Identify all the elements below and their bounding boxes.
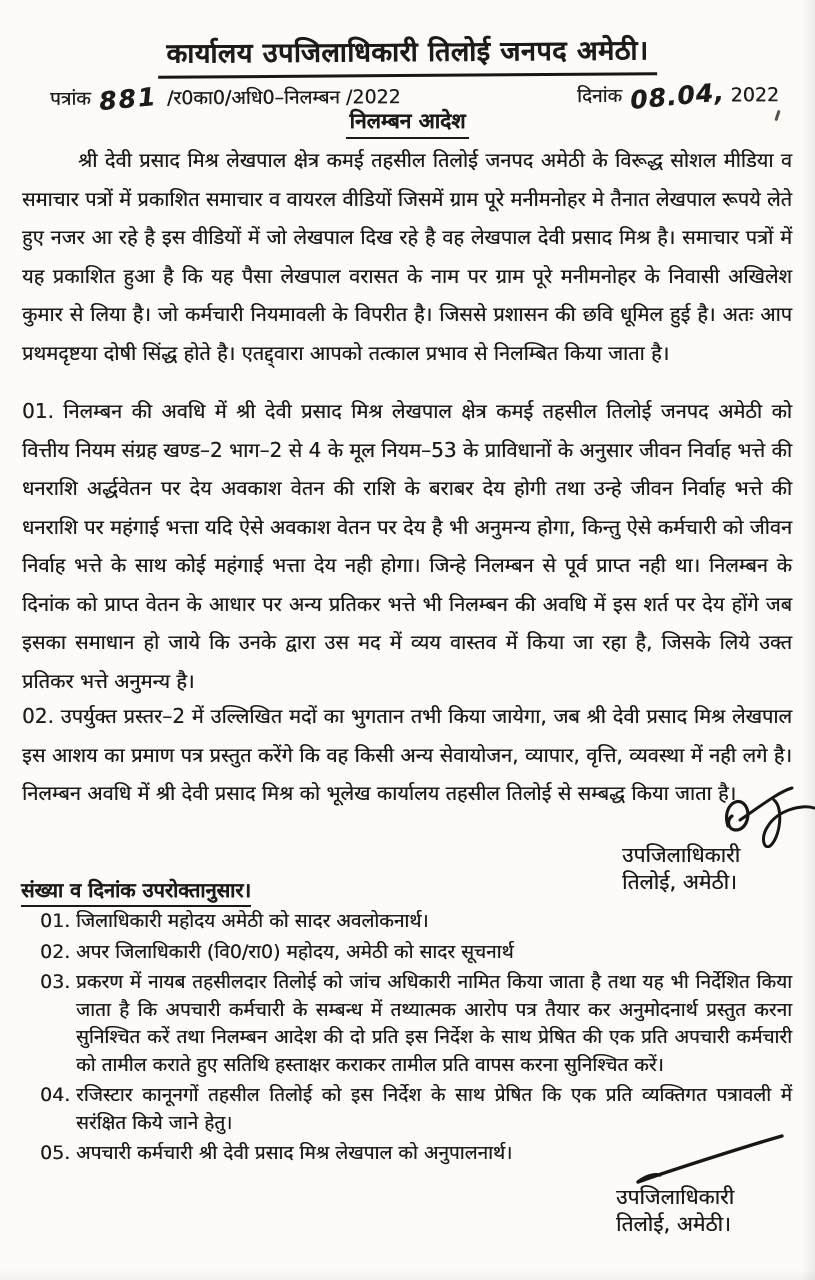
date-handwritten: 08.04, (628, 77, 726, 115)
endorsement-text: अपर जिलाधिकारी (वि0/रा0) महोदय, अमेठी को सादर सूचनार्थ (76, 940, 514, 963)
signatory-place: तिलोई, अमेठी। (616, 1212, 731, 1236)
endorsement-text: रजिस्टार कानूनगों तहसील तिलोई को इस निर्देश के साथ प्रेषित कि एक प्रति व्यक्तिगत पत्रावली में सरंक्षित किये जाने हेतु। (76, 1084, 792, 1134)
endorsement-item (40, 939, 792, 967)
subject-wrap (0, 107, 815, 139)
signatory-text (616, 1184, 807, 1238)
subject-title: निलम्बन आदेश (346, 107, 468, 139)
signature-block-bottom (602, 1132, 807, 1238)
signature-stroke-icon (630, 1132, 795, 1186)
endorsement-text: जिलाधिकारी महोदय अमेठी को सादर अवलोकनार्थ। (76, 910, 429, 932)
signatory-place: तिलोई, अमेठी। (622, 870, 737, 894)
signature-block-top (622, 786, 807, 896)
ref-number-label: पत्रांक (49, 87, 91, 110)
endorsement-text: अपचारी कर्मचारी श्री देवी प्रसाद मिश्र लेखपाल को अनुपालनार्थ। (76, 1142, 513, 1164)
endorsement-number: 01. (40, 910, 71, 932)
letterhead-title: कार्यालय उपजिलाधिकारी तिलोई जनपद अमेठी। (158, 30, 656, 78)
endorsement-number: 02. (40, 940, 71, 963)
signature-scribble-icon (714, 786, 815, 848)
letterhead (0, 29, 815, 80)
signatory-text (622, 842, 807, 896)
paragraph-02: 02. उपर्युक्त प्रस्तर–2 में उल्लिखित मदों का भुगतान तभी किया जायेगा, जब श्री देवी प्रसाद मिश्र लेखपाल इस आशय का प्रमाण पत्र प्रस्तुत करेंगे कि वह किसी अन्य सेवायोजन, व्यापार, वृत्ति, व्यवस्था में नही लगे है। निलम्बन अवधि में श्री देवी प्रसाद मिश्र को भूलेख कार्यालय तहसील तिलोई से सम्बद्ध किया जाता है। (22, 704, 792, 805)
endorsement-number: 04. (40, 1084, 71, 1106)
endorsement-item (40, 969, 792, 1079)
endorsement-item (40, 1082, 792, 1137)
paragraph-01: 01. निलम्बन की अवधि में श्री देवी प्रसाद मिश्र लेखपाल क्षेत्र कमई तहसील तिलोई जनपद अमेठी को वित्तीय नियम संग्रह खण्ड–2 भाग–2 से 4 के मूल नियम–53 के प्राविधानों के अनुसार जीवन निर्वाह भत्ते की धनराशि अर्द्धवेतन पर देय अवकाश वेतन की राशि के बराबर देय होगी तथा उन्हे जीवन निर्वाह भत्ते की धनराशि पर महंगाई भत्ता यदि ऐसे अवकाश वेतन पर देय है भी अनुमन्य होगा, किन्तु ऐसे कर्मचारी को जीवन निर्वाह भत्ते के साथ कोई महंगाई भत्ता देय नही होगा। जिन्हे निलम्बन से पूर्व प्राप्त नही था। निलम्बन के दिनांक को प्राप्त वेतन के आधार पर अन्य प्रतिकर भत्ते भी निलम्बन की अवधि में इस शर्त पर देय होंगे जब इसका समाधान हो जाये कि उनके द्वारा उस मद में व्यय वास्तव में किया जा रहा है, जिसके लिये उक्त प्रतिकर भत्ते अनुमन्य है। (22, 399, 792, 693)
signatory-designation: उपजिलाधिकारी (622, 843, 741, 867)
ref-number-handwritten: 881 (97, 81, 159, 117)
date-group (576, 77, 780, 115)
reference-line (49, 77, 780, 117)
endorsement-heading: संख्या व दिनांक उपरोक्तानुसार। (21, 876, 251, 907)
signatory-designation: उपजिलाधिकारी (616, 1185, 735, 1209)
endorsement-item (40, 908, 792, 936)
endorsement-text: प्रकरण में नायब तहसीलदार तिलोई को जांच अधिकारी नामित किया जाता है तथा यह भी निर्देशित किया जाता है कि अपचारी कर्मचारी के सम्बन्ध में तथ्यात्मक आरोप पत्र तैयार कर अनुमोदनार्थ प्रस्तुत करना सुनिश्चित करें तथा निलम्बन आदेश की दो प्रति इस निर्देश के साथ प्रेषित की एक प्रति अपचारी कर्मचारी को तामील कराते हुए सतिथि हस्ताक्षर कराकर तामील प्रति वापस करना सुनिश्चित करें। (76, 971, 792, 1076)
date-year: 2022 (730, 84, 780, 107)
intro-paragraph: श्री देवी प्रसाद मिश्र लेखपाल क्षेत्र कमई तहसील तिलोई जनपद अमेठी के विरूद्ध सोशल मीडिया व समाचार पत्रों में प्रकाशित समाचार व वायरल वीडियों जिसमें ग्राम पूरे मनीमनोहर मे तैनात लेखपाल रूपये लेते हुए नजर आ रहे है इस वीडियों में जो लेखपाल दिख रहे है वह लेखपाल देवी प्रसाद मिश्र है। समाचार पत्रों में यह प्रकाशित हुआ है कि यह पैसा लेखपाल वरासत के नाम पर ग्राम पूरे मनीमनोहर के निवासी अखिलेश कुमार से लिया है। जो कर्मचारी नियमावली के विपरीत है। जिससे प्रशासन की छवि धूमिल हुई है। अतः आप प्रथमदृष्टया दोषी सिंद्ध होते है। एतद्द्वारा आपको तत्काल प्रभाव से निलम्बित किया जाता है। (22, 148, 792, 365)
date-label: दिनांक (576, 84, 623, 108)
endorsement-number: 03. (40, 971, 71, 993)
endorsement-number: 05. (40, 1142, 71, 1164)
ref-number-series: /र0का0/अधि0–निलम्बन /2022 (166, 86, 401, 110)
